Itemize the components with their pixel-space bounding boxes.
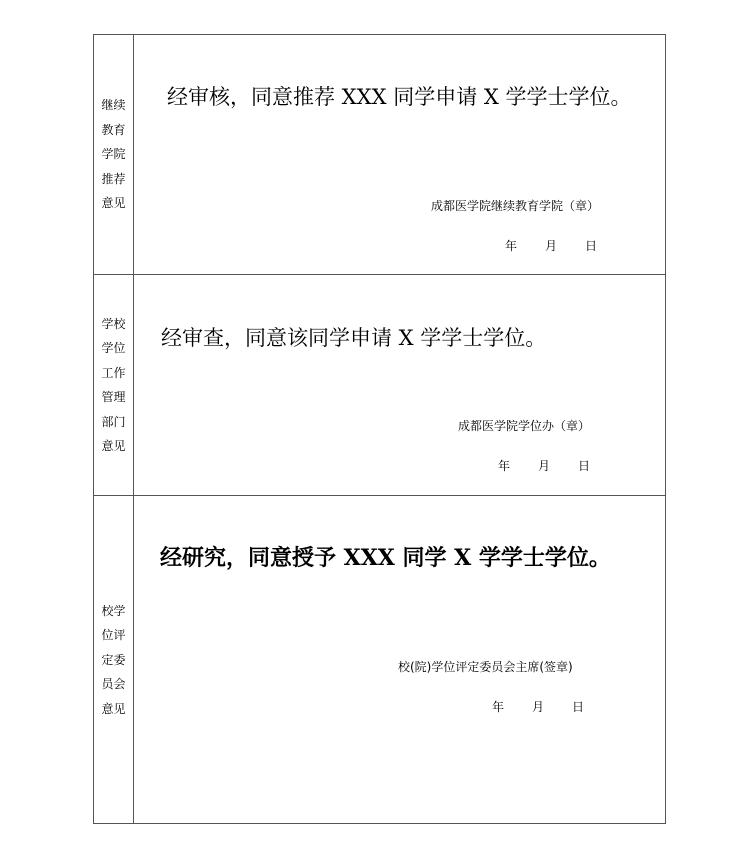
label-line: 工作: [101, 365, 126, 380]
label-line: 员会: [101, 677, 126, 692]
label-line: 位评: [101, 628, 126, 643]
date-year: 年: [492, 700, 505, 714]
label-line: 管理: [101, 390, 126, 404]
label-line: 部门: [101, 414, 126, 429]
date-day: 日: [578, 459, 591, 473]
date-month: 月: [545, 239, 558, 253]
section-label: [100, 599, 128, 722]
section-label-full-list: [0, 0, 1, 1]
section-content-cell: [134, 35, 665, 274]
date-line: [498, 457, 590, 474]
date-month: 月: [538, 459, 551, 473]
label-line: 学校: [101, 316, 126, 331]
date-year: 年: [505, 239, 518, 253]
label-line: 继续: [101, 98, 126, 113]
section-content-cell: [134, 275, 665, 495]
section-label-cell: [94, 35, 134, 274]
section-content-cell: [134, 496, 665, 824]
label-line: 学院: [101, 147, 126, 162]
label-line: 推荐: [101, 171, 126, 186]
section-label-cell: [94, 275, 134, 495]
opinion-statement: 经研究，同意授予 XXX 同学 X 学学士学位。: [160, 545, 611, 571]
label-line: 校学: [101, 603, 126, 618]
label-line: 意见: [101, 701, 126, 716]
date-month: 月: [532, 700, 545, 714]
signer-name: 成都医学院继续教育学院（章）: [431, 199, 600, 213]
section-label-cell: [94, 496, 134, 824]
opinion-statement: 经审核，同意推荐 XXX 同学申请 X 学学士学位。: [167, 85, 632, 109]
opinion-statement: 经审查，同意该同学申请 X 学学士学位。: [161, 326, 547, 350]
date-day: 日: [585, 239, 598, 253]
label-line: 意见: [101, 196, 126, 211]
section-label: [100, 93, 128, 216]
date-line: [505, 237, 597, 254]
label-line: 定委: [101, 652, 126, 667]
signer-name: 成都医学院学位办（章）: [458, 419, 591, 433]
date-line: [492, 698, 584, 715]
date-year: 年: [498, 459, 511, 473]
section-label: [100, 312, 128, 459]
approval-form-table: [93, 34, 666, 824]
section-degree-committee: [94, 496, 665, 824]
section-continuing-education: [94, 35, 665, 275]
section-degree-office: [94, 275, 665, 496]
label-line: 学位: [101, 341, 126, 355]
label-line: 教育: [101, 122, 126, 137]
label-line: 意见: [101, 439, 126, 453]
date-day: 日: [572, 700, 585, 714]
signer-name: 校(院)学位评定委员会主席(签章): [398, 660, 573, 674]
